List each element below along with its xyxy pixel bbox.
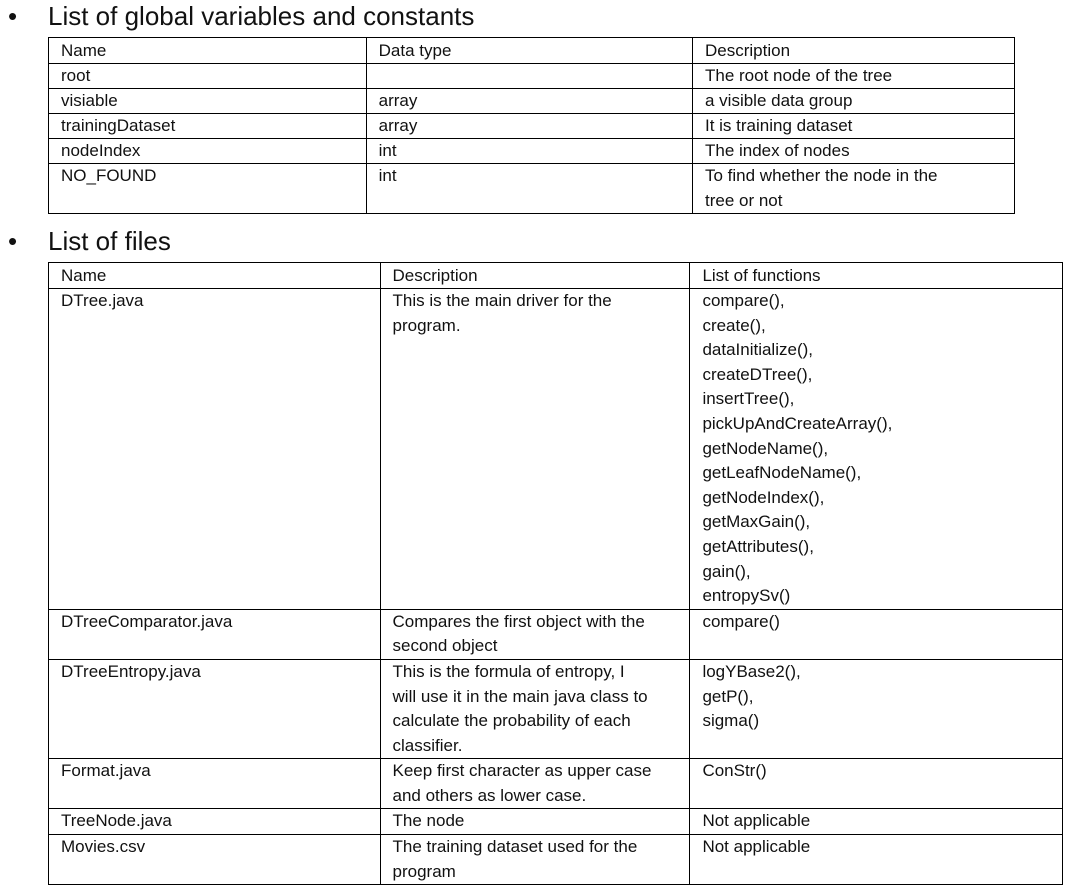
table-header-row [49,38,1015,64]
table-row [49,289,1063,610]
cell-name: NO_FOUND [49,164,367,214]
cell-type: int [366,139,692,164]
cell-description: The training dataset used for the program [380,835,690,885]
cell-description: To find whether the node in the tree or not [692,164,1014,214]
cell-function-list [690,659,1063,758]
section-heading-variables [8,0,474,32]
function-item: logYBase2(), [702,661,801,681]
table-row [49,609,1063,659]
cell-file-name: DTree.java [49,289,381,610]
files-table [48,262,1063,885]
cell-type [366,64,692,89]
function-item: Not applicable [702,811,811,831]
function-item: ConStr() [702,761,767,781]
cell-file-name: DTreeComparator.java [49,609,381,659]
cell-description: This is the main driver for the program. [380,289,690,610]
cell-name: trainingDataset [49,114,367,139]
bullet-icon: • [8,226,18,256]
cell-description: a visible data group [692,89,1014,114]
section-title: List of files [48,226,171,256]
cell-file-name: Movies.csv [49,835,381,885]
cell-description: It is training dataset [692,114,1014,139]
function-item: insertTree(), [702,389,795,409]
function-item: compare() [702,611,780,631]
table-row [49,759,1063,809]
column-header: Name [49,38,367,64]
cell-description: The index of nodes [692,139,1014,164]
table-header-row [49,263,1063,289]
function-item: dataInitialize(), [702,340,813,360]
cell-description: The root node of the tree [692,64,1014,89]
cell-name: nodeIndex [49,139,367,164]
table-row [49,114,1015,139]
column-header: Name [49,263,381,289]
cell-description: This is the formula of entropy, I will use it in the main java class to calculate the probability of each classifier. [380,659,690,758]
function-item: getNodeName(), [702,438,829,458]
cell-description: Compares the first object with the second object [380,609,690,659]
function-item: compare(), [702,291,785,310]
column-header: Data type [366,38,692,64]
table-row [49,164,1015,214]
cell-name: visiable [49,89,367,114]
table-row [49,89,1015,114]
function-item: create(), [702,315,766,335]
function-item: createDTree(), [702,364,813,384]
function-item: entropySv() [702,586,791,606]
cell-function-list [690,835,1063,885]
column-header: List of functions [690,263,1063,289]
section-heading-files [8,225,171,257]
function-item: getNodeIndex(), [702,487,825,507]
table-row [49,835,1063,885]
table-row [49,809,1063,835]
cell-name: root [49,64,367,89]
cell-type: array [366,114,692,139]
table-row [49,64,1015,89]
function-item: getLeafNodeName(), [702,463,862,483]
cell-file-name: DTreeEntropy.java [49,659,381,758]
cell-type: int [366,164,692,214]
cell-function-list [690,759,1063,809]
column-header: Description [692,38,1014,64]
function-item: Not applicable [702,837,811,857]
cell-description: The node [380,809,690,835]
cell-description: Keep first character as upper case and others as lower case. [380,759,690,809]
function-item: getP(), [702,686,754,706]
variables-table [48,37,1015,214]
table-row [49,139,1015,164]
table-row [49,659,1063,758]
function-item: getMaxGain(), [702,512,811,532]
section-title: List of global variables and constants [48,1,475,31]
cell-function-list [690,609,1063,659]
files-table-body [49,289,1063,885]
bullet-icon: • [8,1,18,31]
cell-file-name: TreeNode.java [49,809,381,835]
function-item: pickUpAndCreateArray(), [702,413,893,433]
function-item: gain(), [702,561,751,581]
cell-type: array [366,89,692,114]
cell-function-list [690,289,1063,610]
function-item: getAttributes(), [702,536,814,556]
cell-function-list [690,809,1063,835]
cell-file-name: Format.java [49,759,381,809]
function-item: sigma() [702,711,760,731]
column-header: Description [380,263,690,289]
